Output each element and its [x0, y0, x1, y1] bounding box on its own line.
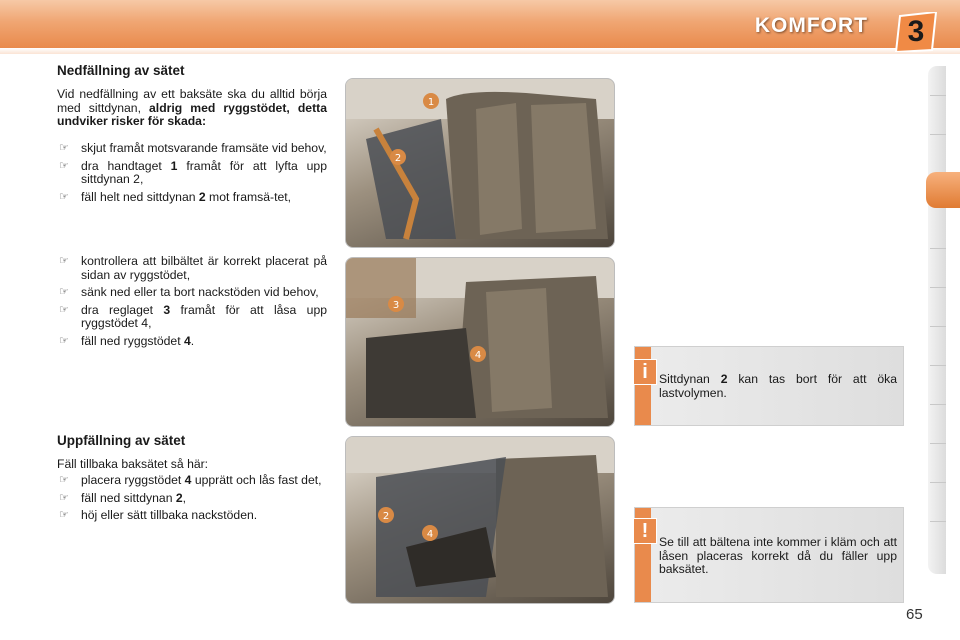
tab-divider — [930, 521, 946, 522]
chapter-number: 3 — [907, 15, 925, 48]
marker-label: 2 — [382, 511, 390, 522]
bullet-hand-icon: ☞ — [59, 509, 69, 522]
fold-section-title: Nedfällning av sätet — [57, 63, 185, 78]
bullet-hand-icon: ☞ — [59, 190, 69, 203]
unfold-section-title: Uppfällning av sätet — [57, 433, 186, 448]
tab-divider — [930, 326, 946, 327]
marker-label: 4 — [474, 350, 482, 361]
bullet-hand-icon: ☞ — [59, 255, 69, 267]
tab-divider — [930, 443, 946, 444]
marker-label: 3 — [392, 300, 400, 311]
list-item: ☞ placera ryggstödet 4 upprätt och lås fast det, — [59, 473, 322, 487]
list-item: ☞ fäll ned ryggstödet 4. — [59, 333, 195, 348]
fold-intro: Vid nedfällning av ett baksäte ska du alltid börja med sittdynan, aldrig med ryggstödet, detta undviker risker för skada: — [57, 87, 327, 129]
bullet-hand-icon: ☞ — [59, 286, 69, 299]
list-item: ☞ kontrollera att bilbältet är korrekt placerat på sidan av ryggstödet, — [59, 254, 327, 282]
tab-divider — [930, 95, 946, 96]
bullet-hand-icon: ☞ — [59, 491, 69, 504]
info-text: Sittdynan 2 kan tas bort för att öka lastvolymen. — [659, 372, 897, 400]
list-item: ☞ höj eller sätt tillbaka nackstöden. — [59, 508, 258, 523]
list-item: ☞ dra handtaget 1 framåt för att lyfta upp sittdynan 2, — [59, 158, 327, 187]
marker-label: 4 — [426, 529, 434, 540]
photo-seat-cushion-lift — [345, 78, 615, 248]
photo-backrest-fold — [345, 257, 615, 427]
list-item: ☞ fäll ned sittdynan 2, — [59, 490, 187, 505]
tab-divider — [930, 287, 946, 288]
active-chapter-tab[interactable] — [926, 172, 960, 208]
bullet-hand-icon: ☞ — [59, 303, 69, 316]
warning-icon: ! — [633, 518, 657, 544]
chapter-title: KOMFORT — [754, 14, 868, 37]
list-item: ☞ skjut framåt motsvarande framsäte vid behov, — [59, 141, 327, 155]
unfold-steps-list — [57, 474, 327, 527]
chapter-tab-strip — [928, 66, 946, 574]
tab-divider — [930, 365, 946, 366]
list-item: ☞ dra reglaget 3 framåt för att låsa upp ryggstödet 4, — [59, 302, 327, 331]
bullet-hand-icon: ☞ — [59, 159, 69, 172]
bullet-hand-icon: ☞ — [59, 142, 69, 154]
page-number: 65 — [906, 606, 923, 623]
warning-box — [634, 507, 904, 603]
tab-divider — [930, 134, 946, 135]
marker-label: 2 — [394, 153, 402, 164]
fold-steps-list-b — [57, 255, 327, 353]
tab-divider — [930, 482, 946, 483]
tab-divider — [930, 404, 946, 405]
warning-text: Se till att bältena inte kommer i kläm och att låsen placeras korrekt då du fäller upp baksätet. — [659, 535, 897, 577]
header-underline — [0, 48, 960, 54]
list-item: ☞ fäll helt ned sittdynan 2 mot framsä-tet, — [59, 189, 292, 204]
bullet-hand-icon: ☞ — [59, 474, 69, 486]
fold-steps-list-a — [57, 142, 327, 208]
tab-divider — [930, 248, 946, 249]
unfold-intro: Fäll tillbaka baksätet så här: — [57, 457, 209, 471]
info-box — [634, 346, 904, 426]
bullet-hand-icon: ☞ — [59, 334, 69, 347]
info-icon: i — [633, 359, 657, 385]
list-item: ☞ sänk ned eller ta bort nackstöden vid behov, — [59, 285, 319, 300]
marker-label: 1 — [427, 97, 435, 108]
photo-backrest-raise — [345, 436, 615, 604]
